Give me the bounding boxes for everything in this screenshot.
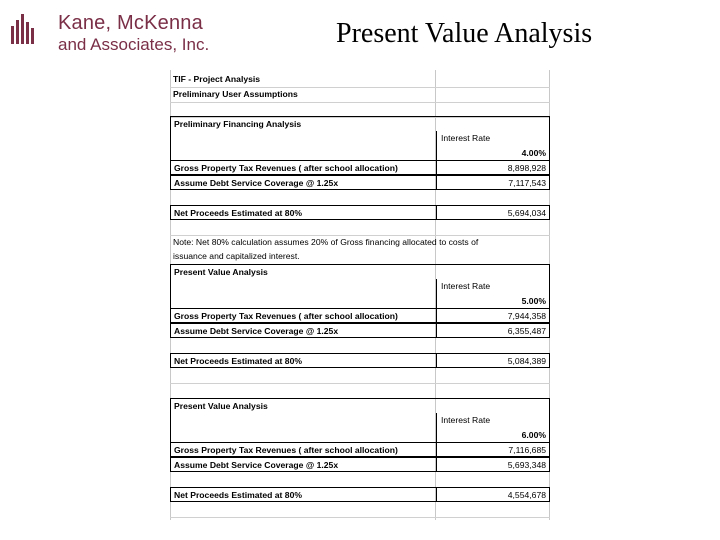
section-heading-row <box>170 398 550 413</box>
section-heading: Present Value Analysis <box>174 401 268 411</box>
debt-coverage-row <box>170 323 550 338</box>
interest-rate-value-row <box>170 294 550 309</box>
net-proceeds-label: Net Proceeds Estimated at 80% <box>174 356 303 366</box>
net-proceeds-value: 4,554,678 <box>507 490 546 500</box>
revenue-row <box>170 160 550 175</box>
sheet-subtitle-row <box>170 87 550 103</box>
company-name-line1: Kane, McKenna <box>58 12 203 34</box>
net-proceeds-value: 5,694,034 <box>507 208 546 218</box>
debt-coverage-label: Assume Debt Service Coverage @ 1.25x <box>174 178 339 188</box>
interest-rate-value: 6.00% <box>521 430 546 440</box>
logo-bars-icon <box>10 12 40 46</box>
section-heading: Present Value Analysis <box>174 267 268 277</box>
net-proceeds-value: 5,084,389 <box>507 356 546 366</box>
debt-coverage-row <box>170 457 550 472</box>
interest-rate-value-row <box>170 428 550 443</box>
interest-rate-label-row <box>170 131 550 146</box>
revenue-row <box>170 308 550 323</box>
revenue-value: 7,116,685 <box>508 445 546 455</box>
interest-rate-label: Interest Rate <box>441 281 491 291</box>
revenue-label: Gross Property Tax Revenues ( after school allocation) <box>174 445 398 455</box>
debt-coverage-value: 6,355,487 <box>507 326 546 336</box>
interest-rate-label-row <box>170 413 550 428</box>
empty-row <box>170 220 550 236</box>
sheet-title-row <box>170 72 550 88</box>
slide-title: Present Value Analysis <box>336 18 593 49</box>
net-proceeds-row <box>170 353 550 368</box>
note-row <box>170 235 550 249</box>
debt-coverage-row <box>170 175 550 190</box>
interest-rate-value: 5.00% <box>521 296 546 306</box>
debt-coverage-label: Assume Debt Service Coverage @ 1.25x <box>174 460 339 470</box>
interest-rate-label: Interest Rate <box>441 133 491 143</box>
note-line2: issuance and capitalized interest. <box>173 251 300 261</box>
revenue-row <box>170 442 550 457</box>
section-heading-row <box>170 116 550 131</box>
revenue-label: Gross Property Tax Revenues ( after school allocation) <box>174 311 398 321</box>
sheet-subtitle: Preliminary User Assumptions <box>173 89 298 99</box>
revenue-value: 8,898,928 <box>507 163 546 173</box>
net-proceeds-label: Net Proceeds Estimated at 80% <box>174 208 303 218</box>
debt-coverage-value: 5,693,348 <box>507 460 546 470</box>
revenue-value: 7,944,358 <box>507 311 546 321</box>
company-logo <box>10 10 280 58</box>
empty-row <box>170 368 550 384</box>
net-proceeds-row <box>170 487 550 502</box>
interest-rate-value-row <box>170 146 550 161</box>
note-line1: Note: Net 80% calculation assumes 20% of Gross financing allocated to costs of <box>173 237 479 247</box>
section-heading: Preliminary Financing Analysis <box>174 119 302 129</box>
empty-row <box>170 383 550 399</box>
sheet-title: TIF - Project Analysis <box>173 74 261 84</box>
empty-row <box>170 338 550 354</box>
note-row <box>170 249 550 263</box>
interest-rate-value: 4.00% <box>521 148 546 158</box>
empty-row <box>170 502 550 518</box>
net-proceeds-label: Net Proceeds Estimated at 80% <box>174 490 303 500</box>
interest-rate-label: Interest Rate <box>441 415 491 425</box>
debt-coverage-label: Assume Debt Service Coverage @ 1.25x <box>174 326 339 336</box>
spreadsheet <box>170 70 550 520</box>
debt-coverage-value: 7,117,543 <box>508 178 546 188</box>
company-name-line2: and Associates, Inc. <box>58 35 210 54</box>
net-proceeds-row <box>170 205 550 220</box>
empty-row <box>170 190 550 206</box>
revenue-label: Gross Property Tax Revenues ( after school allocation) <box>174 163 398 173</box>
section-heading-row <box>170 264 550 279</box>
interest-rate-label-row <box>170 279 550 294</box>
empty-row <box>170 472 550 488</box>
